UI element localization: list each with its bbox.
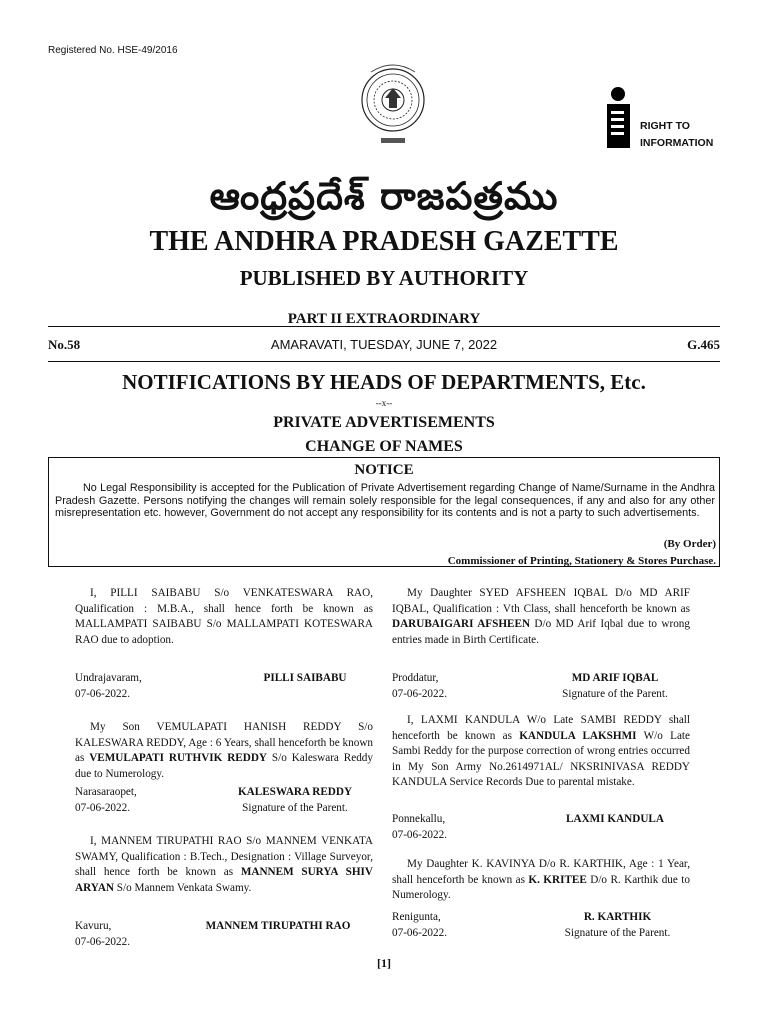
ad-place: Renigunta, (392, 911, 441, 923)
gazette-title: THE ANDHRA PRADESH GAZETTE (149, 226, 619, 257)
ad-text: I, MANNEM TIRUPATHI RAO S/o MANNEM VENKATA SWAMY, Qualification : B.Tech., Designation : Village Surveyor, shall hence forth be known as MANNEM SURYA SHIV ARYAN S/o Mannem Venkata Swamy. (75, 835, 373, 894)
ad-place: Ponnekallu, (392, 813, 446, 825)
left-ad-2 (75, 720, 373, 782)
state-emblem-seal (359, 52, 427, 156)
ad-signature (540, 812, 690, 828)
ad-signer-note: Signature of the Parent. (564, 926, 671, 939)
ad-signer: R. KARTHIK (583, 911, 652, 923)
ad-place: Undrajavaram, (75, 672, 142, 684)
rti-label (640, 118, 713, 152)
by-order: (By Order) (663, 538, 716, 550)
ad-signer: KALESWARA REDDY (237, 786, 353, 798)
notice-body-text: No Legal Responsibility is accepted for the Publication of Private Advertisement regarding Change of Name/Surname in the Andhra Pradesh Gazette. Persons notifying the changes will remain solely responsible for the legal consequences, if any and also for any other misrepresentation etc. however, Government do not accept any responsibility for its contents and is not a party to such advertisements. (55, 482, 715, 519)
rti-label-line2: INFORMATION (640, 137, 714, 149)
ad-place-date (75, 919, 130, 950)
ad-place: Proddatur, (392, 672, 439, 684)
page-number: [1] (377, 956, 391, 970)
divider-bottom (48, 361, 720, 362)
ad-place: Narasaraopet, (75, 786, 137, 798)
ad-signer: PILLI SAIBABU (263, 672, 347, 684)
change-of-names-heading: CHANGE OF NAMES (305, 438, 463, 455)
ad-signer: LAXMI KANDULA (566, 813, 664, 825)
ad-place-date (392, 671, 447, 702)
section-separator: --x-- (375, 398, 393, 408)
ad-signature (215, 785, 375, 816)
ad-text: My Daughter K. KAVINYA D/o R. KARTHIK, Age : 1 Year, shall henceforth be known as K. KRITEE D/o R. Karthik due to Numerology. (392, 858, 690, 901)
notice-body (55, 482, 715, 520)
dateline: AMARAVATI, TUESDAY, JUNE 7, 2022 (270, 337, 498, 352)
ad-signer: MANNEM TIRUPATHI RAO (205, 920, 351, 932)
right-ad-3 (392, 857, 690, 904)
telugu-title: ఆంధ్రప్రదేశ్ రాజపత్రము (209, 174, 559, 218)
ad-place: Kavuru, (75, 920, 112, 932)
issue-number: No.58 (48, 337, 81, 352)
ad-text: My Daughter SYED AFSHEEN IQBAL D/o MD ARIF IQBAL, Qualification : Vth Class, shall henceforth be known as DARUBAIGARI AFSHEEN D/o MD Arif Iqbal due to wrong entries made in Birth Certificate. (392, 587, 690, 646)
notice-heading: NOTICE (354, 462, 414, 478)
ad-signature (540, 910, 695, 941)
ad-date: 07-06-2022. (392, 687, 447, 700)
published-by-authority: PUBLISHED BY AUTHORITY (239, 266, 529, 290)
ad-signer-note: Signature of the Parent. (242, 801, 348, 814)
rti-label-line1: RIGHT TO (640, 120, 690, 132)
ad-place-date (392, 812, 447, 843)
section-heading: NOTIFICATIONS BY HEADS OF DEPARTMENTS, Etc. (122, 370, 646, 394)
divider-top (48, 326, 720, 327)
ad-place-date (75, 785, 137, 816)
ad-signature (230, 671, 380, 687)
left-ad-1 (75, 586, 373, 648)
ad-signature (535, 671, 695, 702)
private-advertisements-heading: PRIVATE ADVERTISEMENTS (273, 414, 495, 431)
left-ad-3 (75, 834, 373, 896)
part-label: PART II EXTRAORDINARY (287, 311, 481, 327)
right-ad-1 (392, 586, 690, 648)
g-number: G.465 (687, 337, 720, 352)
ad-signer: MD ARIF IQBAL (571, 672, 659, 684)
ad-date: 07-06-2022. (75, 935, 130, 948)
commissioner-line: Commissioner of Printing, Stationery & Stores Purchase. (447, 555, 716, 567)
right-ad-2 (392, 713, 690, 791)
registered-number: Registered No. HSE-49/2016 (48, 45, 178, 56)
ad-place-date (75, 671, 142, 702)
ad-signer-note: Signature of the Parent. (562, 687, 668, 700)
ad-text: My Son VEMULAPATI HANISH REDDY S/o KALESWARA REDDY, Age : 6 Years, shall henceforth be known as VEMULAPATI RUTHVIK REDDY S/o Kaleswara Reddy due to Numerology. (75, 721, 373, 780)
ad-date: 07-06-2022. (75, 801, 130, 814)
ad-text: I, PILLI SAIBABU S/o VENKATESWARA RAO, Qualification : M.B.A., shall hence forth be known as MALLAMPATI SAIBABU S/o MALLAMPATI KOTESWARA RAO due to adoption. (75, 587, 373, 646)
ad-date: 07-06-2022. (75, 687, 130, 700)
ad-signature (180, 919, 376, 935)
ad-date: 07-06-2022. (392, 926, 447, 939)
ad-text: I, LAXMI KANDULA W/o Late SAMBI REDDY shall henceforth be known as KANDULA LAKSHMI W/o Late Sambi Reddy for the purpose correction of wrong entries occurred in My Son Army No.2614971AL/ NKSRINIVASA REDDY KANDULA Service Records Due to parental mistake. (392, 714, 690, 788)
ad-place-date (392, 910, 447, 941)
ad-date: 07-06-2022. (392, 828, 447, 841)
